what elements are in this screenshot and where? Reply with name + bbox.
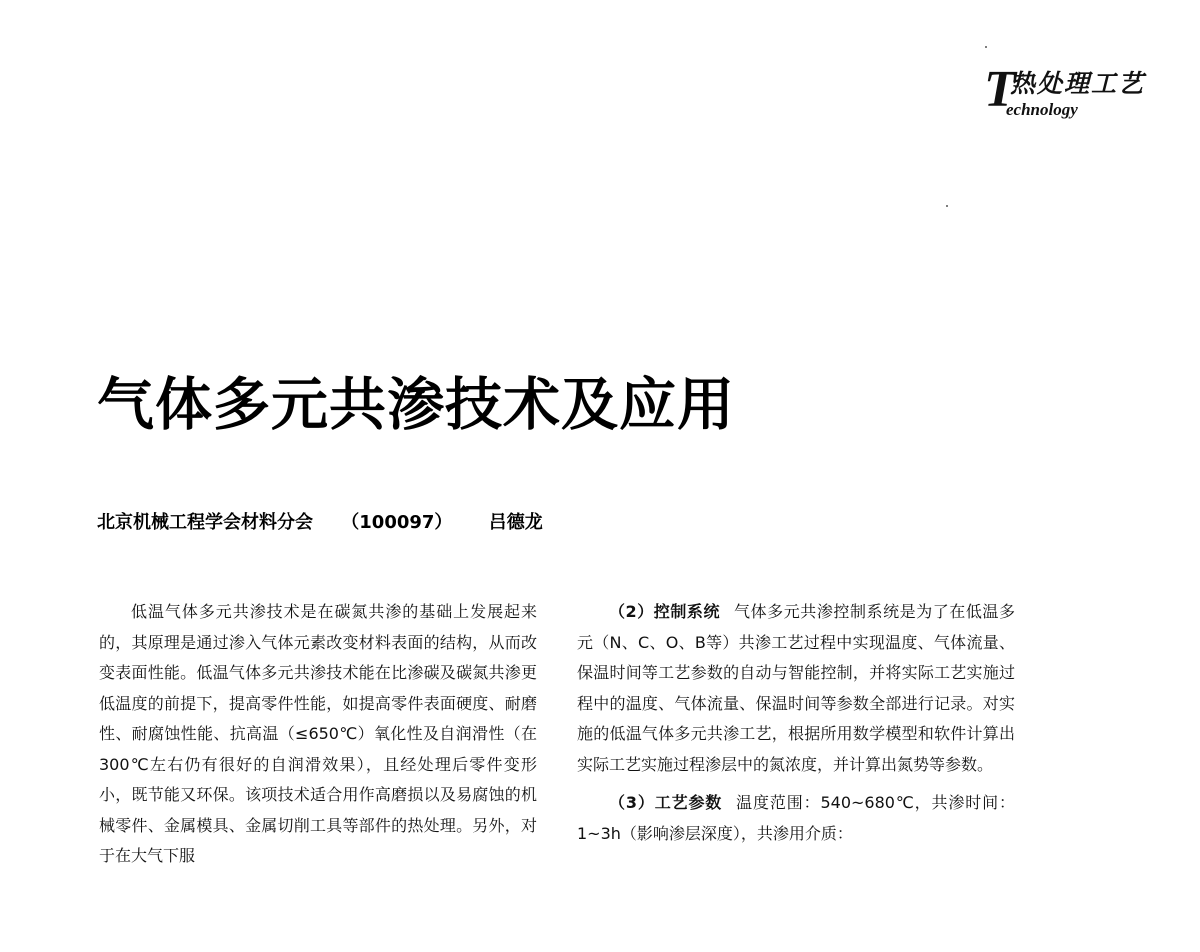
section-label: （2）控制系统 (609, 602, 721, 621)
journal-mark-letter: T (984, 61, 1016, 118)
author-affiliation: 北京机械工程学会材料分会 (97, 512, 313, 533)
journal-section-name: 热处理工艺 (1010, 69, 1146, 98)
scan-speck (946, 205, 948, 207)
scan-speck (985, 46, 987, 48)
article-title: 气体多元共渗技术及应用 (97, 371, 735, 438)
body-paragraph: 低温气体多元共渗技术是在碳氮共渗的基础上发展起来的，其原理是通过渗入气体元素改变材料表面的结构，从而改变表面性能。低温气体多元共渗技术能在比渗碳及碳氮共渗更低温度的前提下，提高零件性能，如提高零件表面硬度、耐磨性、耐腐蚀性能、抗高温（≤650℃）氧化性及自润滑性（在300℃左右仍有很好的自润滑效果），且经处理后零件变形小，既节能又环保。该项技术适合用作高磨损以及易腐蚀的机械零件、金属模具、金属切削工具等部件的热处理。另外，对于在大气下服 (99, 602, 537, 865)
body-paragraph-process-parameters (577, 788, 1015, 849)
body-column-right (577, 597, 1015, 849)
journal-section-name-en: echnology (1006, 100, 1078, 119)
section-text: 温度范围：540~680℃，共渗时间：1~3h（影响渗层深度），共渗用介质： (577, 793, 1015, 843)
section-text: 气体多元共渗控制系统是为了在低温多元（N、C、O、B等）共渗工艺过程中实现温度、气体流量、保温时间等工艺参数的自动与智能控制，并将实际工艺实施过程中的温度、气体流量、保温时间等参数全部进行记录。对实施的低温气体多元共渗工艺，根据所用数学模型和软件计算出实际工艺实施过程渗层中的氮浓度，并计算出氮势等参数。 (577, 602, 1015, 774)
body-paragraph-control-system (577, 597, 1015, 780)
postal-code: （100097） (341, 512, 453, 533)
body-column-left (99, 597, 537, 872)
section-label: （3）工艺参数 (609, 793, 723, 812)
author-name: 吕德龙 (488, 512, 543, 533)
article-byline (97, 510, 543, 536)
journal-section-mark (984, 61, 1174, 124)
